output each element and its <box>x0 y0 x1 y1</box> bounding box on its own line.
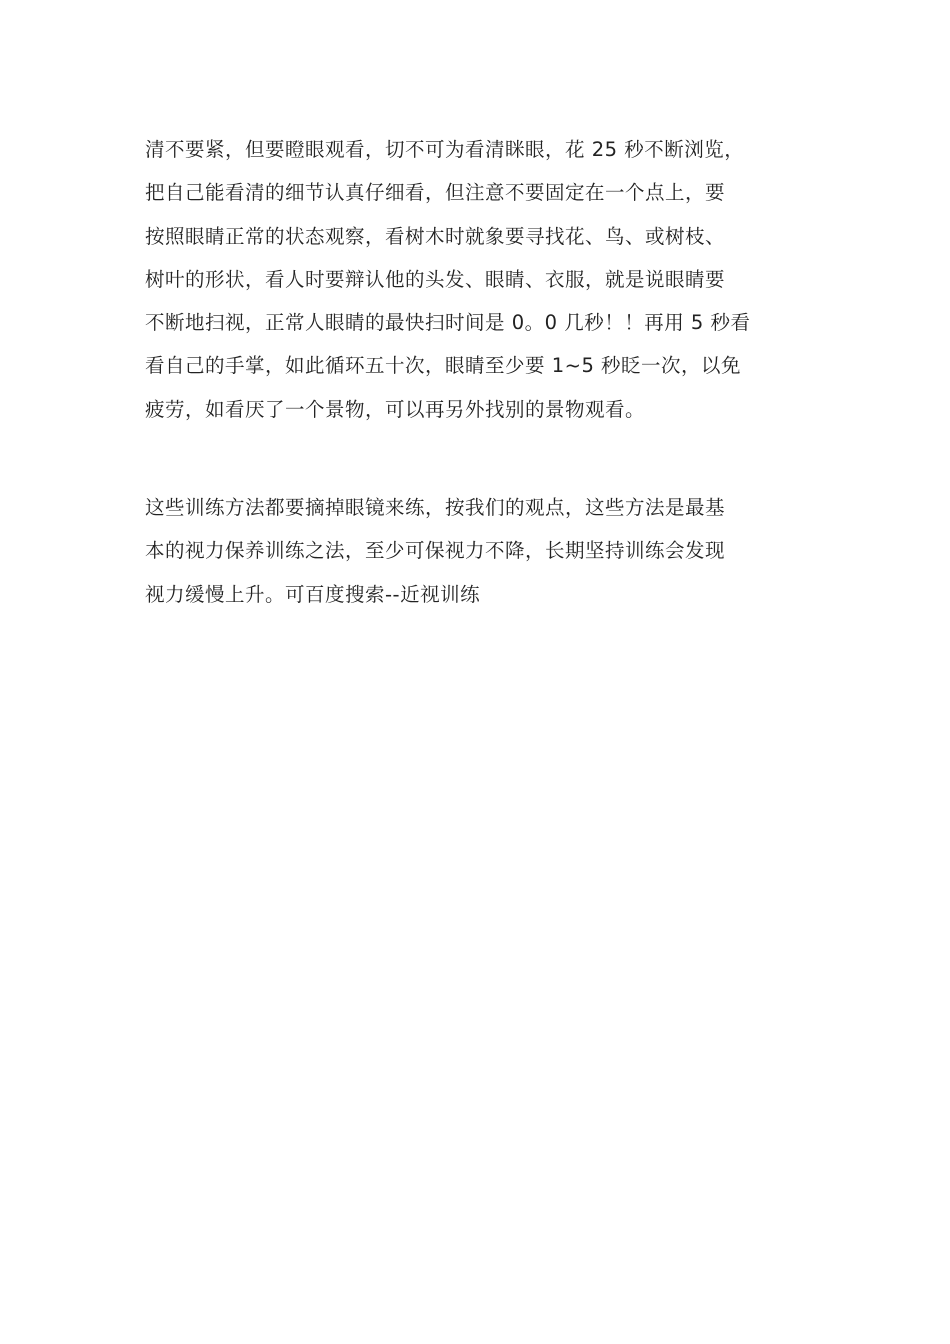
text-line: 不断地扫视，正常人眼睛的最快扫时间是 0。0 几秒！！再用 5 秒看 <box>145 311 751 335</box>
text-line: 这些训练方法都要摘掉眼镜来练，按我们的观点，这些方法是最基 <box>145 496 726 520</box>
text-line: 树叶的形状，看人时要辩认他的头发、眼睛、衣服，就是说眼睛要 <box>145 267 726 291</box>
text-line: 看自己的手掌，如此循环五十次，眼睛至少要 1~5 秒眨一次，以免 <box>145 354 742 378</box>
paragraph-2 <box>145 486 810 616</box>
text-line: 疲劳，如看厌了一个景物，可以再另外找别的景物观看。 <box>145 397 646 421</box>
document-body <box>145 128 810 616</box>
text-line: 本的视力保养训练之法，至少可保视力不降，长期坚持训练会发现 <box>145 539 726 563</box>
text-line: 视力缓慢上升。可百度搜索--近视训练 <box>145 582 481 606</box>
paragraph-spacer <box>145 431 810 486</box>
text-line: 清不要紧，但要瞪眼观看，切不可为看清眯眼，花 25 秒不断浏览， <box>145 138 745 161</box>
text-line: 按照眼睛正常的状态观察，看树木时就象要寻找花、鸟、或树枝、 <box>145 224 726 248</box>
text-line: 把自己能看清的细节认真仔细看，但注意不要固定在一个点上，要 <box>145 181 726 205</box>
paragraph-1 <box>145 128 810 431</box>
